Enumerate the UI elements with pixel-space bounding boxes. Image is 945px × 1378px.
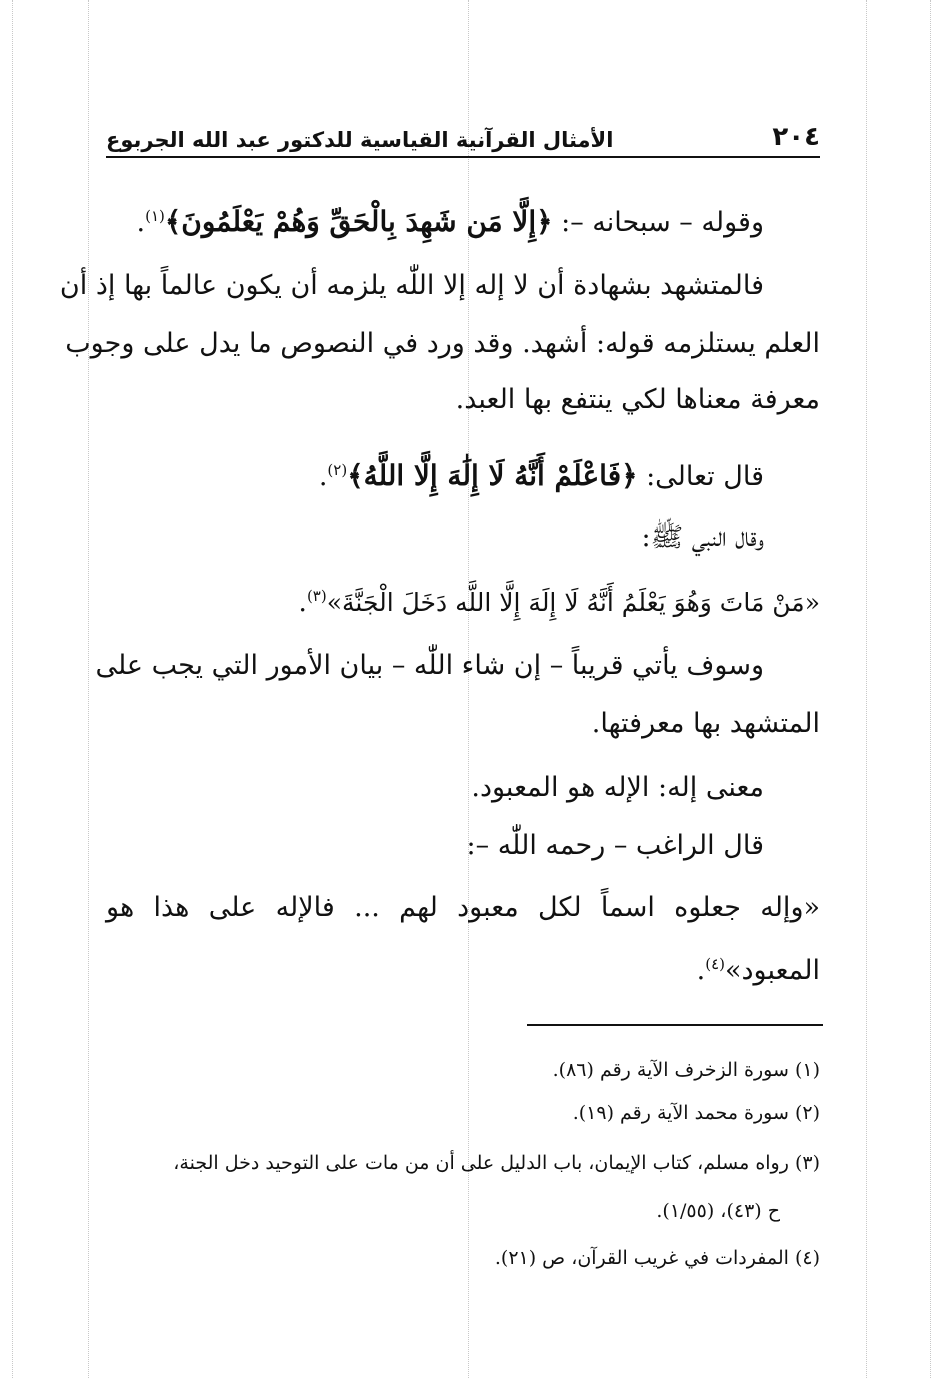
footnote-ref: (٢) bbox=[327, 461, 348, 479]
body-line: وقال النبي ﷺ: bbox=[641, 522, 764, 553]
quran-verse: ﴿إِلَّا مَن شَهِدَ بِالْحَقِّ وَهُمْ يَعْلَمُونَ﴾ bbox=[164, 205, 553, 238]
body-line: وقوله – سبحانه –: ﴿إِلَّا مَن شَهِدَ بِالْحَقِّ وَهُمْ يَعْلَمُونَ﴾$^{(١)}$. bbox=[136, 205, 764, 238]
quran-verse: ﴿فَاعْلَمْ أَنَّهُ لَا إِلَٰهَ إِلَّا اللَّهُ﴾ bbox=[347, 459, 638, 492]
page-number: ٢٠٤ bbox=[772, 122, 820, 152]
body-text: قال تعالى: bbox=[637, 461, 764, 492]
footnote-ref: (٣) bbox=[306, 587, 327, 605]
running-title: الأمثال القرآنية القياسية للدكتور عبد الله الجربوع bbox=[106, 128, 614, 152]
body-line: قال تعالى: ﴿فَاعْلَمْ أَنَّهُ لَا إِلَٰهَ إِلَّا اللَّهُ﴾$^{(٢)}$. bbox=[318, 459, 764, 492]
body-text: وقوله – سبحانه –: bbox=[552, 207, 764, 238]
footnote: (١) سورة الزخرف الآية رقم (٨٦). bbox=[552, 1059, 820, 1081]
footnote: (٤) المفردات في غريب القرآن، ص (٢١). bbox=[494, 1247, 820, 1269]
scan-margin-dots bbox=[88, 0, 89, 1378]
footnote-ref: (٤) bbox=[705, 955, 725, 973]
footnote-ref: (١) bbox=[145, 207, 165, 225]
footnote: ح (٤٣)، (١/٥٥). bbox=[656, 1200, 780, 1222]
page-header bbox=[106, 118, 820, 158]
body-line: قال الراغب – رحمه اللّٰه –: bbox=[466, 830, 764, 861]
hadith-quote: «مَنْ مَاتَ وَهُوَ يَعْلَمُ أَنَّهُ لَا إِلَهَ إِلَّا اللَّه دَخَلَ الْجَنَّةَ» bbox=[326, 588, 820, 617]
footnote: (٣) رواه مسلم، كتاب الإيمان، باب الدليل على أن من مات على التوحيد دخل الجنة، bbox=[173, 1152, 820, 1174]
body-line: المتشهد بها معرفتها. bbox=[591, 708, 820, 739]
footnote: (٢) سورة محمد الآية رقم (١٩). bbox=[572, 1102, 820, 1124]
scan-margin-dots bbox=[930, 0, 931, 1378]
body-line: «مَنْ مَاتَ وَهُوَ يَعْلَمُ أَنَّهُ لَا إِلَهَ إِلَّا اللَّه دَخَلَ الْجَنَّةَ»$^{(٣)}$. bbox=[298, 587, 820, 618]
body-text: المعبود» bbox=[724, 955, 820, 986]
scan-margin-dots bbox=[866, 0, 867, 1378]
footnote-separator bbox=[527, 1024, 823, 1026]
body-line: معنى إله: الإله هو المعبود. bbox=[471, 772, 764, 803]
body-line: العلم يستلزمه قوله: أشهد. وقد ورد في النصوص ما يدل على وجوب bbox=[65, 328, 820, 359]
body-line: المعبود»$^{(٤)}$. bbox=[696, 955, 820, 986]
body-line: معرفة معناها لكي ينتفع بها العبد. bbox=[455, 384, 820, 415]
body-line: وسوف يأتي قريباً – إن شاء اللّٰه – بيان الأمور التي يجب على bbox=[95, 650, 764, 681]
body-line: فالمتشهد بشهادة أن لا إله إلا اللّٰه يلزمه أن يكون عالماً بها إذ أن bbox=[59, 270, 764, 301]
body-line: «وإله جعلوه اسماً لكل معبود لهم ... فالإله على هذا هو bbox=[106, 892, 820, 923]
scan-margin-dots bbox=[12, 0, 13, 1378]
